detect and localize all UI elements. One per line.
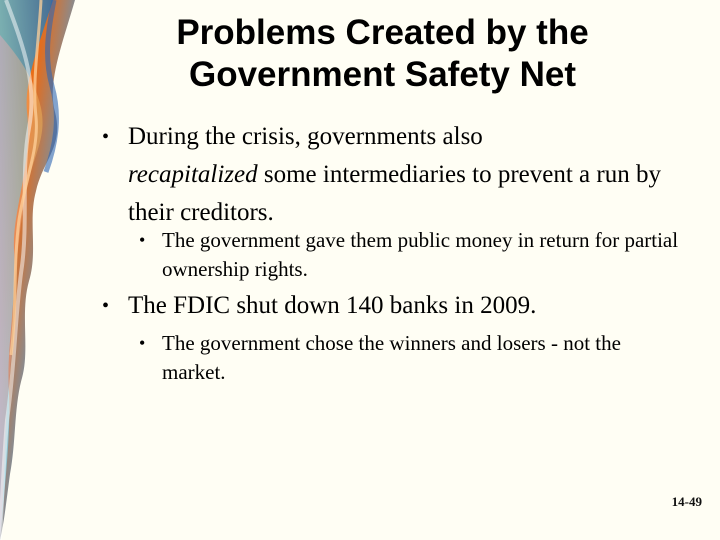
bullet-marker: •	[102, 126, 110, 148]
bullet-text: The government gave them public money in return for partial ownership rights.	[162, 228, 679, 281]
title-line-1: Problems Created by the	[176, 13, 589, 52]
bullet-level-1-item	[102, 118, 668, 232]
bullet-text: The FDIC shut down 140 banks in 2009.	[128, 292, 537, 319]
slide-title	[120, 12, 645, 96]
bullet-marker: •	[139, 230, 146, 250]
page-number: 14-49	[671, 494, 702, 509]
bullet-level-1-item	[102, 287, 668, 325]
bullet-italic-term: recapitalized	[128, 161, 258, 188]
bullet-level-2-item	[139, 226, 682, 284]
bullet-text-suffix: some intermediaries to prevent a run by their creditors.	[128, 161, 661, 226]
bullet-level-2-item	[139, 329, 682, 387]
bullet-text: The government chose the winners and losers - not the market.	[162, 331, 621, 384]
title-line-2: Government Safety Net	[188, 55, 577, 94]
bullet-marker: •	[139, 333, 146, 353]
bullet-text-prefix: During the crisis, governments also	[128, 123, 483, 150]
bullet-marker: •	[102, 295, 110, 317]
